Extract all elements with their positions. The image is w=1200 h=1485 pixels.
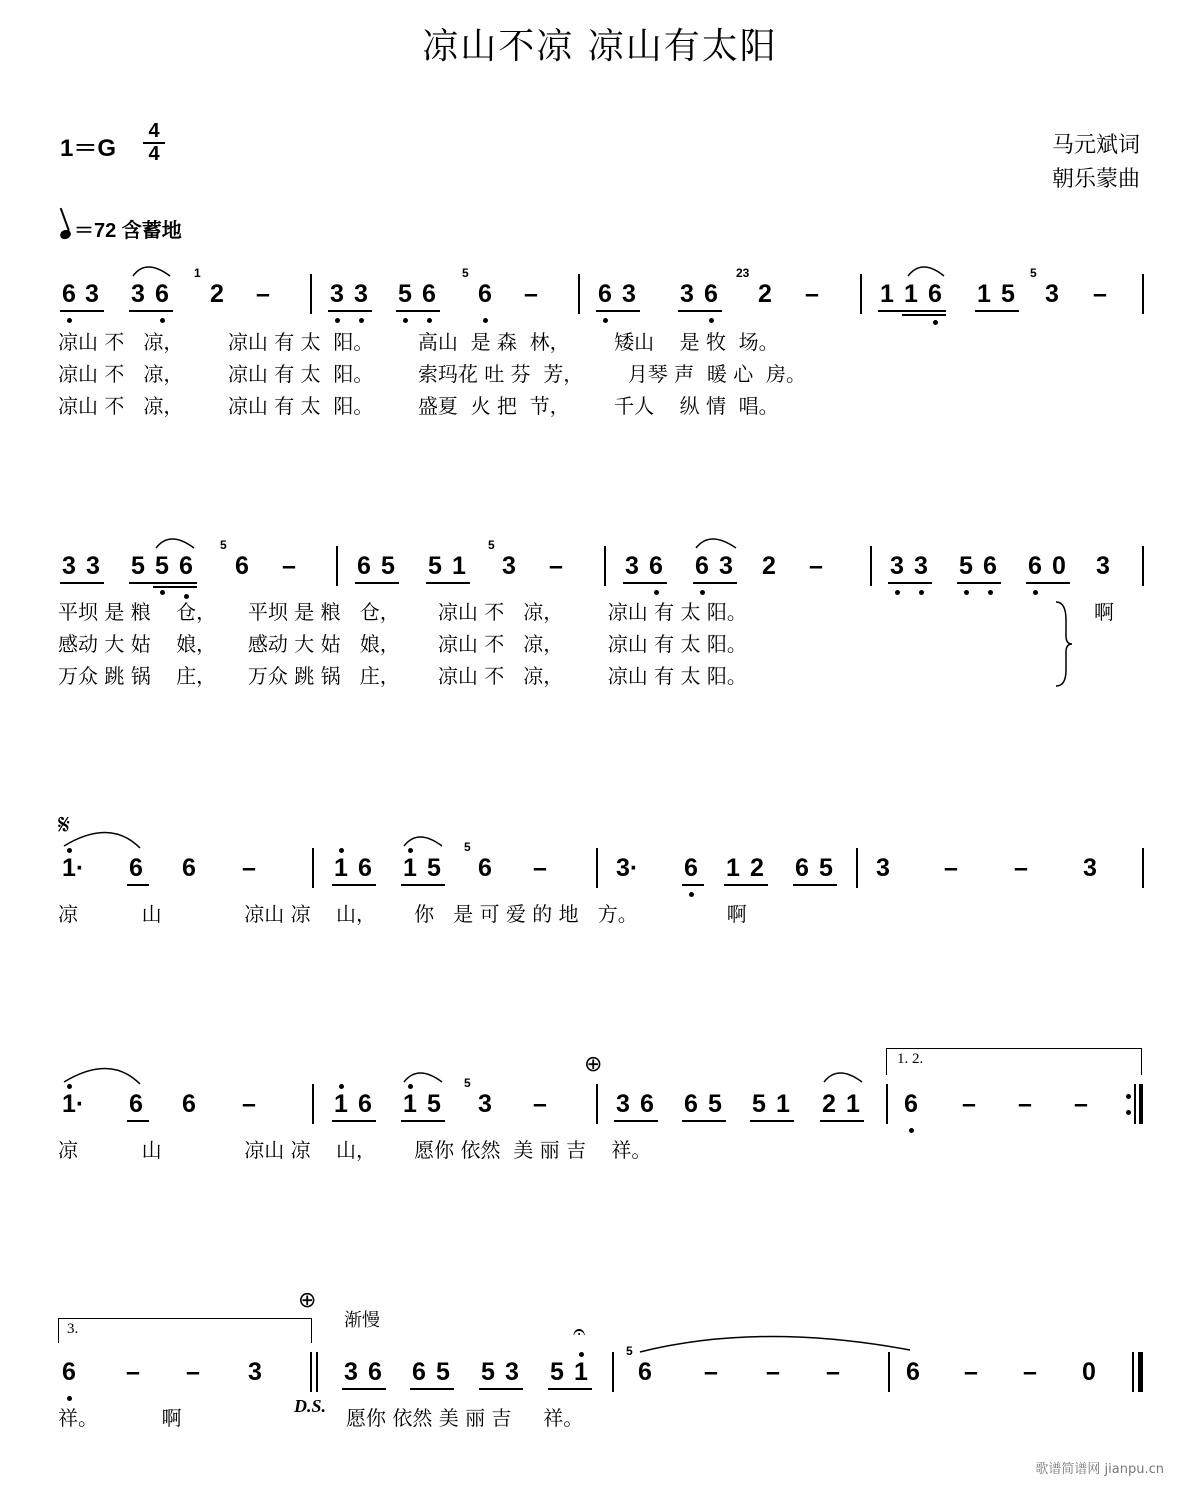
note: 3 bbox=[478, 1090, 492, 1118]
note: 6 bbox=[358, 1090, 372, 1118]
grace-note: 1 bbox=[194, 266, 201, 280]
dash: – bbox=[704, 1358, 718, 1386]
grace-note: 5 bbox=[464, 1076, 471, 1090]
note: 6 bbox=[235, 552, 249, 580]
low-dot bbox=[689, 892, 694, 897]
time-signature bbox=[143, 122, 165, 164]
low-dot bbox=[335, 318, 340, 323]
low-dot bbox=[359, 318, 364, 323]
dash: – bbox=[1093, 280, 1107, 308]
low-dot bbox=[67, 1396, 72, 1401]
beam bbox=[596, 310, 640, 312]
note: 6 bbox=[357, 552, 371, 580]
low-dot bbox=[654, 590, 659, 595]
beam bbox=[693, 582, 737, 584]
note: 5 bbox=[436, 1358, 450, 1386]
time-signature-top: 4 bbox=[148, 120, 160, 142]
note: 6 bbox=[182, 1090, 196, 1118]
note: 2 bbox=[822, 1090, 836, 1118]
beam bbox=[355, 582, 399, 584]
dash: – bbox=[805, 280, 819, 308]
note: 6 bbox=[795, 854, 809, 882]
note: 5 bbox=[550, 1358, 564, 1386]
grace-note: 5 bbox=[464, 840, 471, 854]
note: 1 bbox=[904, 280, 918, 308]
beam bbox=[479, 1388, 523, 1390]
beam bbox=[678, 310, 722, 312]
tempo-marking bbox=[60, 214, 182, 243]
dash: – bbox=[282, 552, 296, 580]
low-dot bbox=[988, 590, 993, 595]
low-dot bbox=[160, 590, 165, 595]
note: 6 bbox=[179, 552, 193, 580]
note: 6 bbox=[638, 1358, 652, 1386]
note: 3 bbox=[354, 280, 368, 308]
note: 1 bbox=[776, 1090, 790, 1118]
note: 6 bbox=[129, 1090, 143, 1118]
low-dot bbox=[1033, 590, 1038, 595]
beam bbox=[153, 586, 197, 588]
lyrics-line: 凉山 不 凉， 凉山 有 太 阳。 高山 是 森 林， 矮山 是 牧 场。 bbox=[58, 330, 779, 354]
note: 1 bbox=[403, 1090, 417, 1118]
dal-segno-marking: D.S. bbox=[294, 1396, 327, 1416]
note: 5 bbox=[398, 280, 412, 308]
note: 1· bbox=[62, 1090, 85, 1118]
note: 5 bbox=[427, 1090, 441, 1118]
low-dot bbox=[427, 318, 432, 323]
beam bbox=[820, 1120, 864, 1122]
key-signature: 1＝G bbox=[60, 135, 117, 162]
note: 6 bbox=[928, 280, 942, 308]
lyrics-line: 愿你 依然 美 丽 吉 祥。 bbox=[346, 1406, 584, 1430]
note: 1· bbox=[62, 854, 85, 882]
note: 5 bbox=[752, 1090, 766, 1118]
note: 3 bbox=[622, 280, 636, 308]
note: 5 bbox=[381, 552, 395, 580]
dash: – bbox=[186, 1358, 200, 1386]
note: 6 bbox=[182, 854, 196, 882]
lyrics-line: 凉 山 凉山 凉 山， 你 是 可 爱 的 地 方。 啊 bbox=[58, 902, 747, 926]
grace-note: 23 bbox=[736, 266, 750, 280]
beam bbox=[127, 884, 149, 886]
note: 5 bbox=[819, 854, 833, 882]
beam bbox=[750, 1120, 794, 1122]
grace-note: 5 bbox=[462, 266, 469, 280]
lyrics-line: 凉山 不 凉， 凉山 有 太 阳。 索玛花 吐 芬 芳， 月琴 声 暖 心 房。 bbox=[58, 362, 806, 386]
volta-label: 1. 2. bbox=[897, 1051, 924, 1067]
beam bbox=[1026, 582, 1070, 584]
note: 6 bbox=[598, 280, 612, 308]
note: 2 bbox=[762, 552, 776, 580]
low-dot bbox=[483, 318, 488, 323]
dash: – bbox=[944, 854, 958, 882]
beam bbox=[975, 310, 1019, 312]
note: 5 bbox=[959, 552, 973, 580]
note: 1 bbox=[403, 854, 417, 882]
note: 5 bbox=[427, 854, 441, 882]
lyric-brace bbox=[1052, 600, 1076, 690]
note: 3 bbox=[719, 552, 733, 580]
note: 3 bbox=[914, 552, 928, 580]
beam bbox=[888, 582, 932, 584]
beam bbox=[682, 1120, 726, 1122]
note: 1 bbox=[334, 1090, 348, 1118]
low-dot bbox=[67, 318, 72, 323]
note: 3 bbox=[62, 552, 76, 580]
note: 6 bbox=[155, 280, 169, 308]
dash: – bbox=[1018, 1090, 1032, 1118]
beam bbox=[396, 310, 440, 312]
ritardando-marking: 渐慢 bbox=[344, 1310, 380, 1331]
note: 6 bbox=[906, 1358, 920, 1386]
dash: – bbox=[549, 552, 563, 580]
note: 5 bbox=[481, 1358, 495, 1386]
beam bbox=[724, 884, 768, 886]
beam bbox=[342, 1388, 386, 1390]
grace-note: 5 bbox=[1030, 266, 1037, 280]
low-dot bbox=[895, 590, 900, 595]
note: 6 bbox=[129, 854, 143, 882]
note: 1 bbox=[452, 552, 466, 580]
watermark: 歌谱简谱网 jianpu.cn bbox=[1035, 1462, 1164, 1477]
note: 5 bbox=[708, 1090, 722, 1118]
note: 6 bbox=[358, 854, 372, 882]
beam bbox=[878, 310, 946, 312]
slur-layer bbox=[0, 1328, 1200, 1368]
note: 3 bbox=[616, 1090, 630, 1118]
note: 0 bbox=[1082, 1358, 1096, 1386]
low-dot bbox=[919, 590, 924, 595]
note: 6 bbox=[704, 280, 718, 308]
beam bbox=[614, 1120, 658, 1122]
beam bbox=[401, 884, 445, 886]
note: 3 bbox=[344, 1358, 358, 1386]
note: 3 bbox=[876, 854, 890, 882]
dash: – bbox=[242, 854, 256, 882]
beam bbox=[426, 582, 470, 584]
slur-layer bbox=[0, 1060, 1200, 1100]
beam bbox=[410, 1388, 454, 1390]
beam bbox=[548, 1388, 592, 1390]
dash: – bbox=[766, 1358, 780, 1386]
note: 3 bbox=[625, 552, 639, 580]
beam bbox=[623, 582, 667, 584]
slur-layer bbox=[0, 532, 1200, 562]
note: 1 bbox=[726, 854, 740, 882]
note: 6 bbox=[368, 1358, 382, 1386]
coda-icon: ⊕ bbox=[298, 1288, 317, 1313]
dash: – bbox=[126, 1358, 140, 1386]
note: 6 bbox=[684, 854, 698, 882]
note: 6 bbox=[62, 280, 76, 308]
note: 3 bbox=[502, 552, 516, 580]
beam bbox=[332, 1120, 376, 1122]
low-dot bbox=[964, 590, 969, 595]
note: 6 bbox=[412, 1358, 426, 1386]
beam bbox=[129, 582, 197, 584]
note: 6 bbox=[649, 552, 663, 580]
note: 3 bbox=[680, 280, 694, 308]
grace-note: 5 bbox=[488, 538, 495, 552]
low-dot bbox=[909, 1128, 914, 1133]
dash: – bbox=[826, 1358, 840, 1386]
note: 5 bbox=[1001, 280, 1015, 308]
note: 3 bbox=[86, 552, 100, 580]
grace-note: 5 bbox=[626, 1344, 633, 1358]
dash: – bbox=[242, 1090, 256, 1118]
slur-layer bbox=[0, 824, 1200, 864]
lyric-exclamation: 啊 bbox=[1094, 600, 1114, 624]
note: 1 bbox=[334, 854, 348, 882]
volta-label: 3. bbox=[67, 1321, 79, 1337]
dash: – bbox=[1074, 1090, 1088, 1118]
note: 6 bbox=[478, 854, 492, 882]
note: 6 bbox=[695, 552, 709, 580]
low-dot bbox=[403, 318, 408, 323]
beam bbox=[902, 314, 946, 316]
note: 2 bbox=[210, 280, 224, 308]
note: 3 bbox=[1045, 280, 1059, 308]
lyricist-credit: 马元斌词 bbox=[1051, 133, 1140, 158]
dash: – bbox=[524, 280, 538, 308]
note: 3 bbox=[505, 1358, 519, 1386]
dash: – bbox=[962, 1090, 976, 1118]
dash: – bbox=[1014, 854, 1028, 882]
segno-icon: 𝄋 bbox=[58, 808, 71, 841]
lyrics-line: 万众 跳 锅 庄， 万众 跳 锅 庄， 凉山 不 凉， 凉山 有 太 阳。 bbox=[58, 664, 747, 688]
note: 1 bbox=[880, 280, 894, 308]
beam bbox=[328, 310, 372, 312]
lyrics-line: 凉 山 凉山 凉 山， 愿你 依然 美 丽 吉 祥。 bbox=[58, 1138, 652, 1162]
time-signature-bottom: 4 bbox=[148, 143, 160, 165]
beam bbox=[793, 884, 837, 886]
composer-credit: 朝乐蒙曲 bbox=[1051, 167, 1140, 192]
note: 3 bbox=[890, 552, 904, 580]
note: 2 bbox=[758, 280, 772, 308]
beam bbox=[332, 884, 376, 886]
note: 6 bbox=[684, 1090, 698, 1118]
note: 6 bbox=[478, 280, 492, 308]
note: 5 bbox=[428, 552, 442, 580]
tempo-text: ＝72 含蓄地 bbox=[74, 220, 182, 242]
note: 3· bbox=[616, 854, 639, 882]
note: 1 bbox=[977, 280, 991, 308]
note: 3 bbox=[85, 280, 99, 308]
repeat-dot bbox=[1126, 1110, 1131, 1115]
note: 6 bbox=[62, 1358, 76, 1386]
grace-note: 5 bbox=[220, 538, 227, 552]
note: 6 bbox=[1028, 552, 1042, 580]
dash: – bbox=[533, 854, 547, 882]
lyrics-line: 祥。 啊 bbox=[58, 1406, 182, 1430]
note: 1 bbox=[574, 1358, 588, 1386]
lyrics-line: 凉山 不 凉， 凉山 有 太 阳。 盛夏 火 把 节， 千人 纵 情 唱。 bbox=[58, 394, 779, 418]
note: 6 bbox=[640, 1090, 654, 1118]
note: 3 bbox=[1096, 552, 1110, 580]
note: 5 bbox=[155, 552, 169, 580]
lyrics-line: 感动 大 姑 娘， 感动 大 姑 娘， 凉山 不 凉， 凉山 有 太 阳。 bbox=[58, 632, 747, 656]
note: 6 bbox=[983, 552, 997, 580]
dash: – bbox=[256, 280, 270, 308]
dash: – bbox=[1023, 1358, 1037, 1386]
note: 3 bbox=[248, 1358, 262, 1386]
note: 2 bbox=[750, 854, 764, 882]
note: 3 bbox=[330, 280, 344, 308]
note: 1 bbox=[846, 1090, 860, 1118]
dash: – bbox=[964, 1358, 978, 1386]
page-title: 凉山不凉 凉山有太阳 bbox=[422, 26, 778, 67]
slur-layer bbox=[0, 260, 1200, 290]
low-dot bbox=[709, 318, 714, 323]
low-dot bbox=[933, 320, 938, 325]
fermata-icon: 𝄐 bbox=[573, 1320, 586, 1345]
low-dot bbox=[160, 318, 165, 323]
beam bbox=[682, 884, 704, 886]
low-dot bbox=[700, 590, 705, 595]
beam bbox=[60, 310, 104, 312]
low-dot bbox=[603, 318, 608, 323]
beam bbox=[60, 582, 104, 584]
lyrics-line: 平坝 是 粮 仓， 平坝 是 粮 仓， 凉山 不 凉， 凉山 有 太 阳。 bbox=[58, 600, 747, 624]
beam bbox=[129, 310, 173, 312]
coda-icon: ⊕ bbox=[584, 1052, 603, 1077]
note: 5 bbox=[131, 552, 145, 580]
low-dot bbox=[184, 594, 189, 599]
quarter-note-icon bbox=[59, 228, 72, 240]
note: 6 bbox=[904, 1090, 918, 1118]
note: 6 bbox=[422, 280, 436, 308]
beam bbox=[401, 1120, 445, 1122]
note: 3 bbox=[1083, 854, 1097, 882]
note: 3 bbox=[131, 280, 145, 308]
dash: – bbox=[533, 1090, 547, 1118]
beam bbox=[127, 1120, 149, 1122]
dash: – bbox=[809, 552, 823, 580]
note: 0 bbox=[1052, 552, 1066, 580]
beam bbox=[957, 582, 1001, 584]
